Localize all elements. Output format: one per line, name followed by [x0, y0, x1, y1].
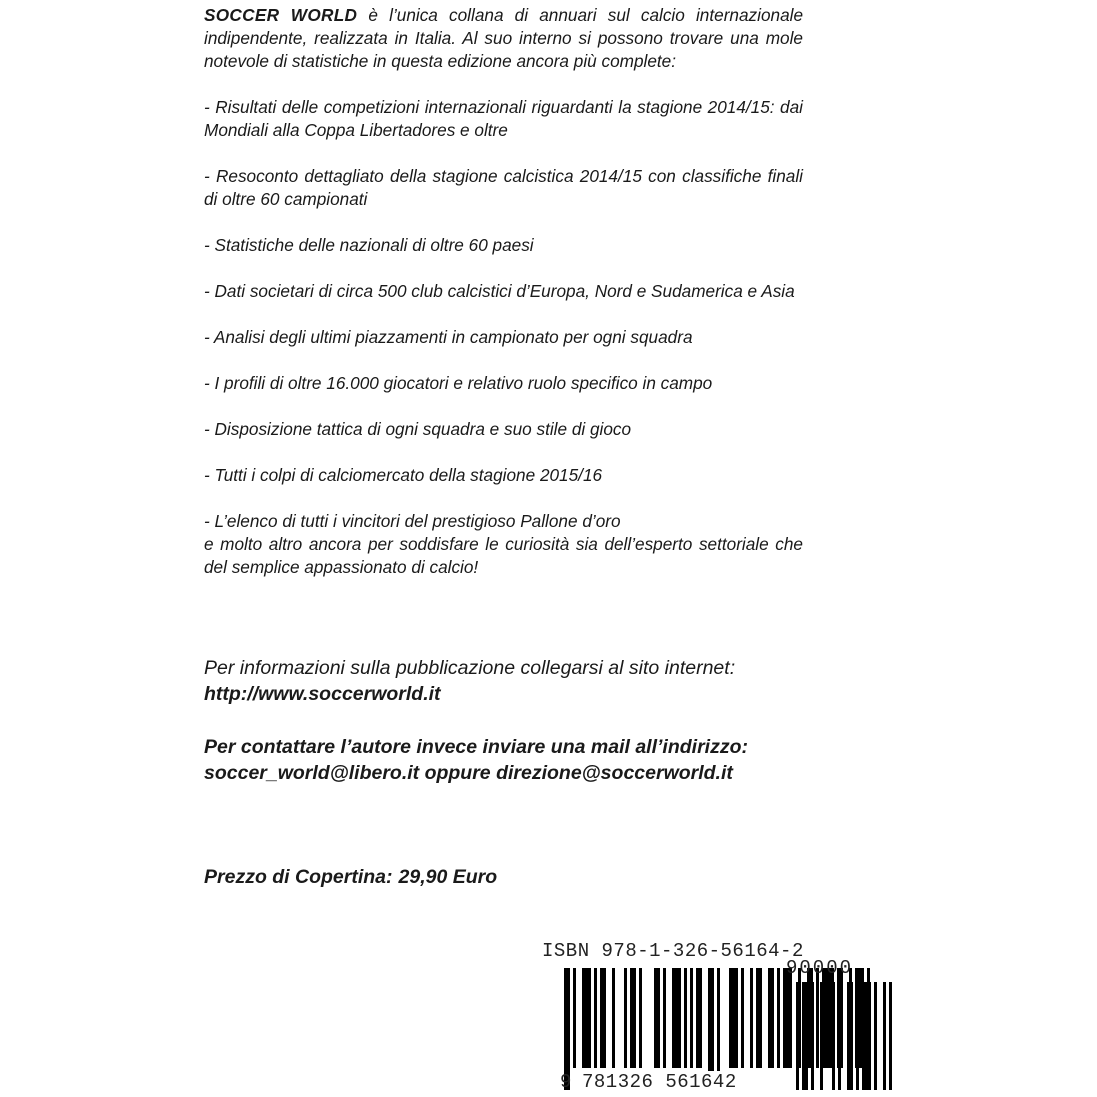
addon-code: 90000: [786, 957, 854, 979]
barcode-bar: [777, 968, 780, 1068]
bullet-item: - Dati societari di circa 500 club calcistici d’Europa, Nord e Sudamerica e Asia: [204, 281, 795, 301]
barcode-bar: [741, 968, 744, 1068]
barcode-bar: [768, 968, 774, 1068]
addon-bar: [811, 982, 814, 1090]
contact-section: [204, 734, 844, 786]
addon-bar: [832, 982, 835, 1090]
bullet-item: - I profili di oltre 16.000 giocatori e relativo ruolo specifico in campo: [204, 373, 713, 393]
addon-bar: [802, 982, 808, 1090]
isbn-barcode: [530, 940, 900, 1092]
addon-bar: [847, 982, 853, 1090]
barcode-bar: [612, 968, 615, 1068]
barcode-bar: [672, 968, 681, 1068]
barcode-bar: [783, 968, 792, 1068]
barcode-bar: [594, 968, 597, 1068]
addon-bar: [838, 982, 841, 1090]
description-block: [204, 4, 803, 579]
barcode-bar: [639, 968, 642, 1068]
addon-bar: [883, 982, 886, 1090]
price-label: Prezzo di Copertina:: [204, 866, 393, 888]
addon-bar: [874, 982, 877, 1090]
bullet-item: - Disposizione tattica di ogni squadra e suo stile di gioco: [204, 419, 632, 439]
barcode-bar: [816, 968, 819, 1068]
price-value: 29,90 Euro: [398, 866, 498, 888]
intro-paragraph: [204, 4, 803, 73]
bullet-item: - Tutti i colpi di calciomercato della stagione 2015/16: [204, 465, 603, 485]
bullet-item: - Analisi degli ultimi piazzamenti in campionato per ogni squadra: [204, 327, 693, 347]
barcode-bar: [690, 968, 693, 1068]
contact-emails[interactable]: soccer_world@libero.it oppure direzione@soccerworld.it: [204, 762, 733, 784]
barcode-bar: [654, 968, 660, 1068]
bullet-item: - L’elenco di tutti i vincitori del prestigioso Pallone d’oro: [204, 511, 621, 531]
addon-bar: [820, 982, 823, 1090]
addon-bar: [856, 982, 859, 1090]
brand-name: SOCCER WORLD: [204, 5, 358, 25]
barcode-bar: [582, 968, 591, 1068]
isbn-label: ISBN 978-1-326-56164-2: [542, 940, 804, 962]
price-line: [204, 864, 503, 890]
closing-paragraph: e molto altro ancora per soddisfare le curiosità sia dell’esperto settoriale che del semplice appassionato di calcio!: [204, 534, 803, 577]
barcode-bar: [729, 968, 738, 1068]
barcode-bar: [573, 968, 576, 1068]
bullet-item: - Statistiche delle nazionali di oltre 60 paesi: [204, 235, 534, 255]
addon-bar: [796, 982, 799, 1090]
bullet-item: - Resoconto dettagliato della stagione calcistica 2014/15 con classifiche finali di oltre 60 campionati: [204, 166, 803, 209]
barcode-lead-digit: 9: [560, 1071, 572, 1093]
info-line: Per informazioni sulla pubblicazione collegarsi al sito internet:: [204, 657, 736, 679]
barcode-bar: [756, 968, 762, 1068]
barcode-bar: [663, 968, 666, 1068]
barcode-bar: [696, 968, 702, 1068]
barcode-bar: [600, 968, 606, 1068]
barcode-bar: [630, 968, 636, 1068]
barcode-bar: [750, 968, 753, 1068]
barcode-bar: [684, 968, 687, 1068]
addon-bar: [862, 982, 871, 1090]
info-section: [204, 655, 824, 707]
intro-text: è l’unica collana di annuari sul calcio internazionale indipendente, realizzata in Italia. Al suo interno si possono trovare una mole notevole di statistiche in questa edizione ancora più complete:: [204, 5, 804, 71]
bullet-item: - Risultati delle competizioni internazionali riguardanti la stagione 2014/15: dai Mondiali alla Coppa Libertadores e oltre: [204, 97, 803, 140]
barcode-digits: 781326 561642: [582, 1071, 737, 1093]
website-link[interactable]: http://www.soccerworld.it: [204, 683, 441, 705]
contact-line: Per contattare l’autore invece inviare una mail all’indirizzo:: [204, 736, 749, 758]
barcode-bar: [624, 968, 627, 1068]
addon-bar: [889, 982, 892, 1090]
